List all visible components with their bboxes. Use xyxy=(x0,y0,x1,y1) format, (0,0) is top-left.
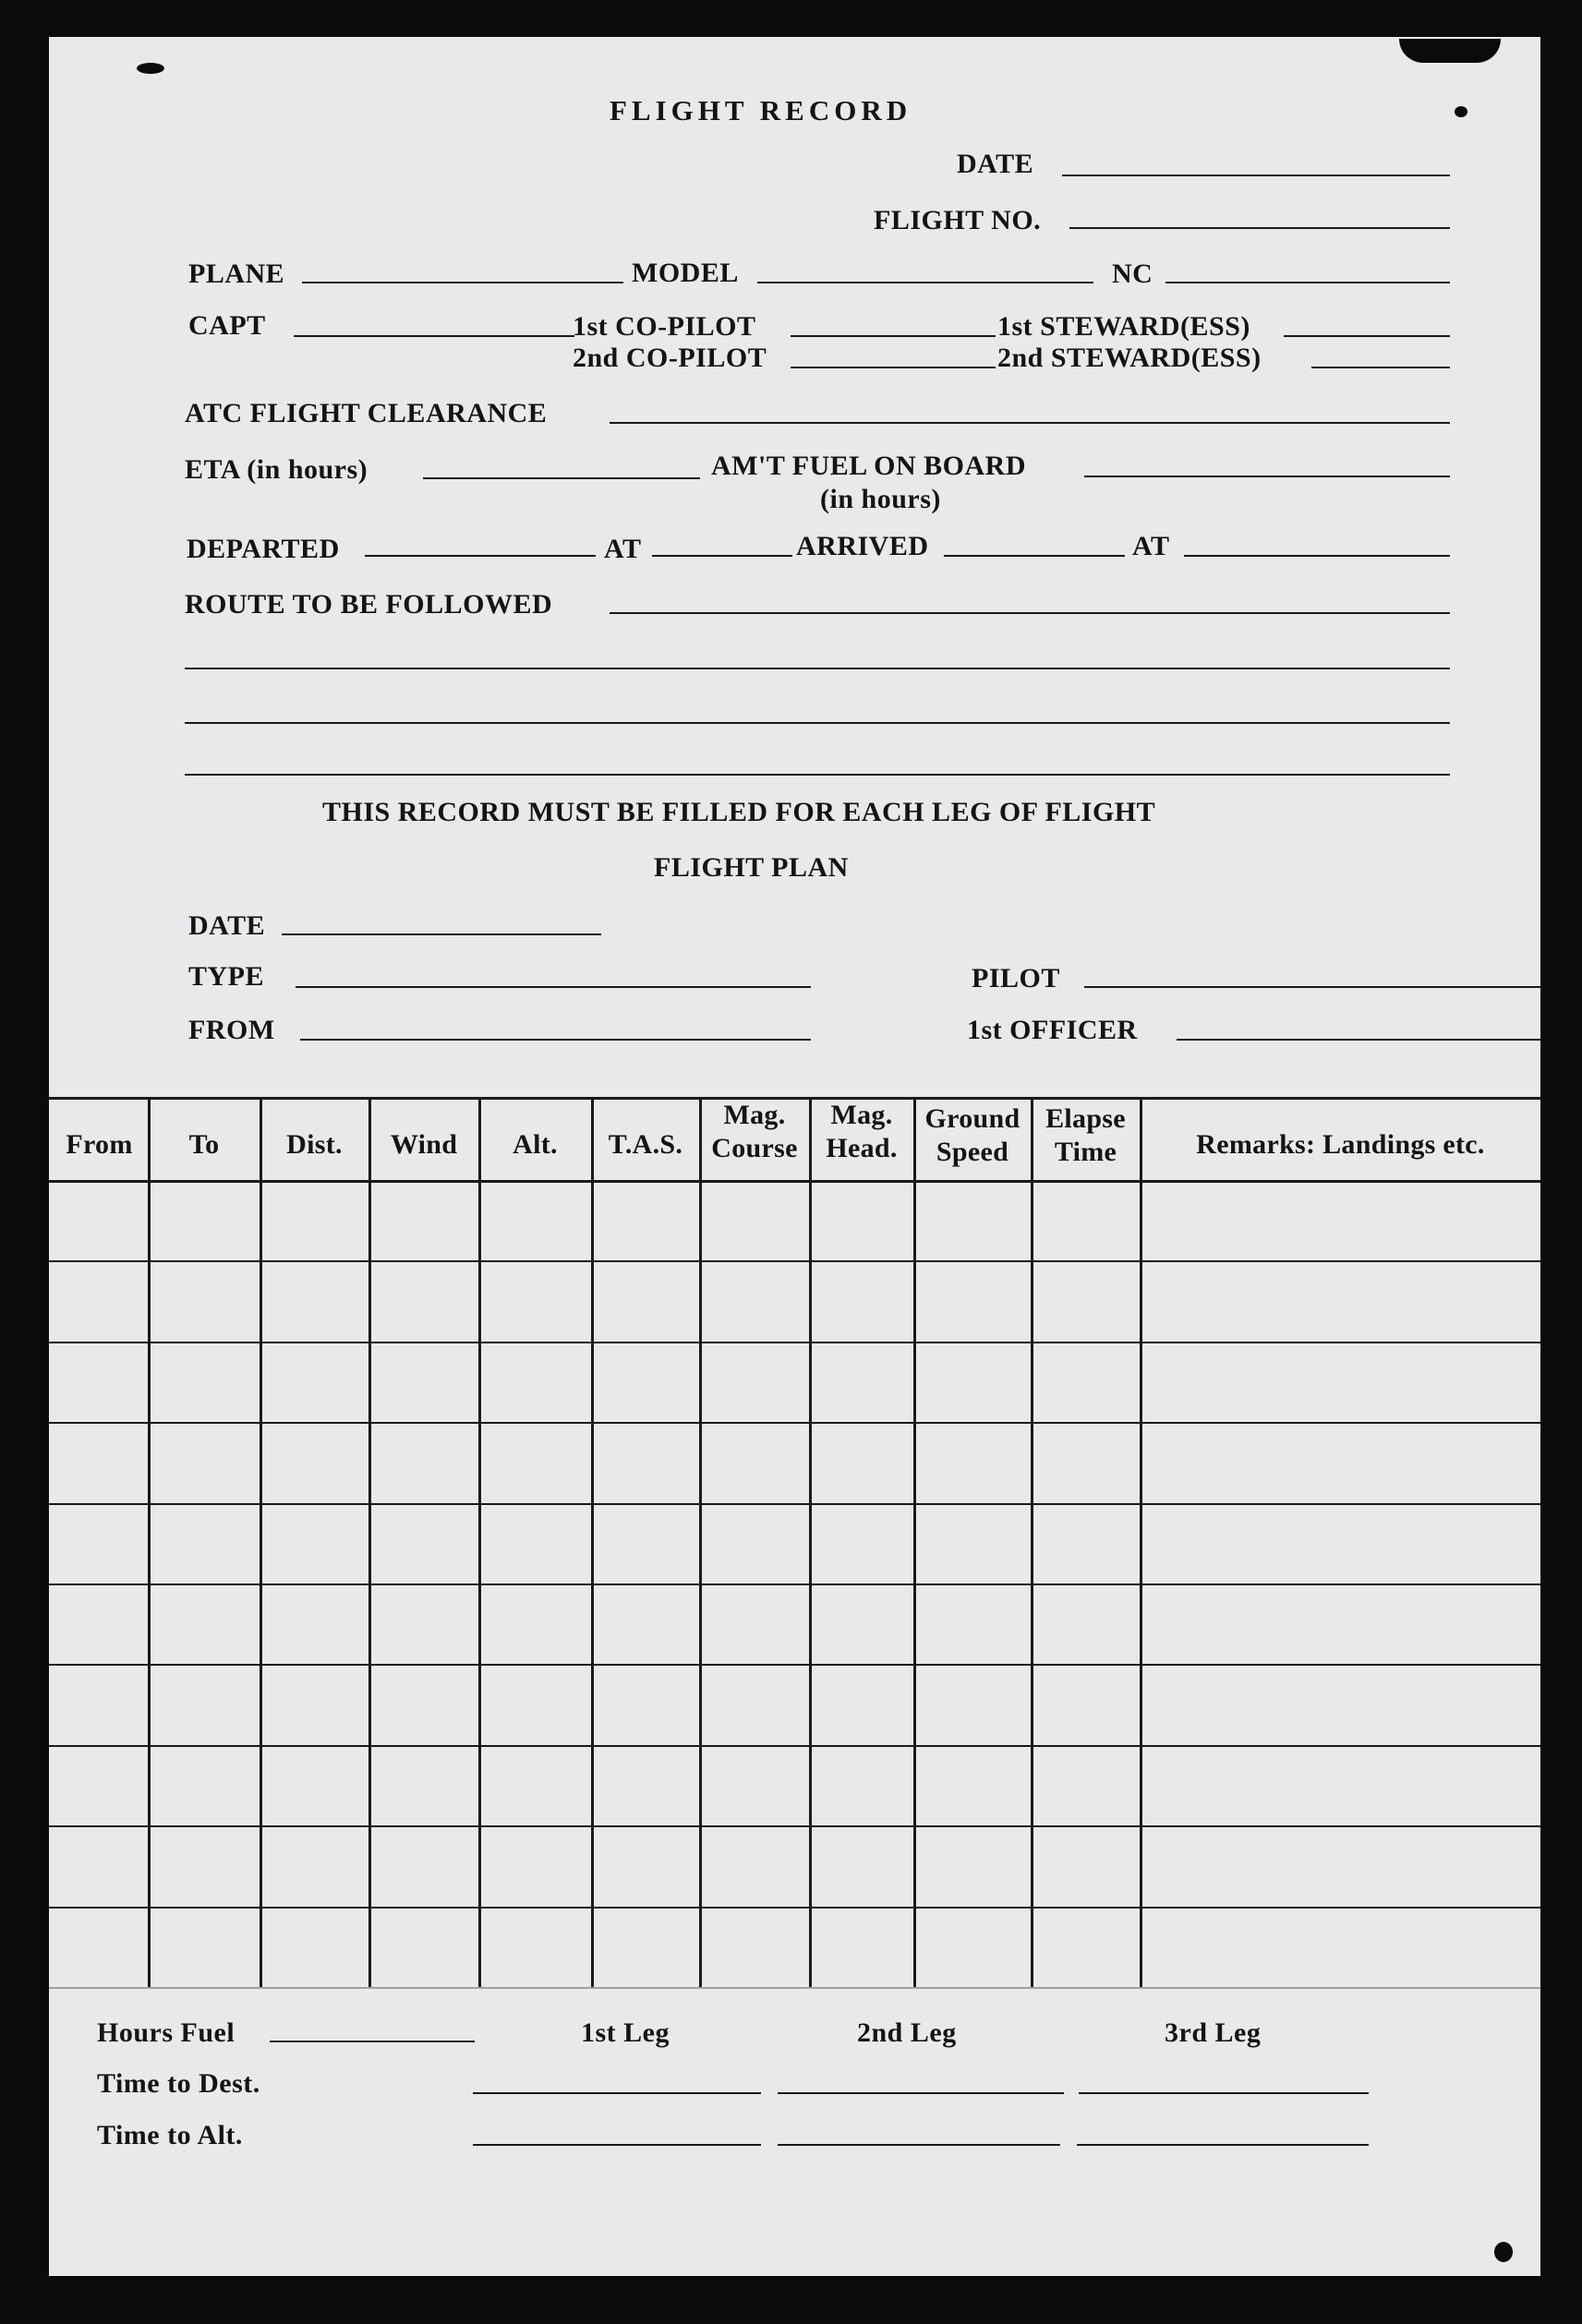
table-cell[interactable] xyxy=(148,1825,260,1906)
table-cell[interactable] xyxy=(913,1825,1031,1906)
notice-text: THIS RECORD MUST BE FILLED FOR EACH LEG OF FLIGHT xyxy=(322,797,1156,827)
steward-2-label: 2nd STEWARD(ESS) xyxy=(997,343,1262,373)
table-cell[interactable] xyxy=(1140,1342,1540,1422)
table-cell[interactable] xyxy=(809,1745,913,1825)
date-field[interactable] xyxy=(1062,175,1450,176)
table-cell[interactable] xyxy=(591,1664,699,1744)
time-to-alt-leg-2[interactable] xyxy=(778,2144,1060,2146)
table-cell[interactable] xyxy=(49,1503,148,1583)
table-row xyxy=(49,1583,1540,1664)
table-cell[interactable] xyxy=(699,1907,809,1987)
plane-field[interactable] xyxy=(302,282,623,283)
table-cell[interactable] xyxy=(699,1342,809,1422)
departed-field[interactable] xyxy=(365,555,596,557)
eta-field[interactable] xyxy=(423,477,700,479)
table-cell[interactable] xyxy=(478,1260,591,1341)
table-cell[interactable] xyxy=(809,1342,913,1422)
co-pilot-1-label: 1st CO-PILOT xyxy=(573,311,756,342)
table-cell[interactable] xyxy=(368,1664,478,1744)
table-cell[interactable] xyxy=(591,1583,699,1664)
table-cell[interactable] xyxy=(260,1342,368,1422)
table-cell[interactable] xyxy=(148,1260,260,1341)
steward-1-label: 1st STEWARD(ESS) xyxy=(997,311,1250,342)
table-cell[interactable] xyxy=(1140,1503,1540,1583)
table-cell[interactable] xyxy=(913,1180,1031,1260)
atc-label: ATC FLIGHT CLEARANCE xyxy=(185,398,548,428)
table-cell[interactable] xyxy=(809,1260,913,1341)
time-to-dest-leg-1[interactable] xyxy=(473,2092,761,2094)
route-label: ROUTE TO BE FOLLOWED xyxy=(185,589,553,620)
table-cell[interactable] xyxy=(699,1260,809,1341)
table-cell[interactable] xyxy=(809,1825,913,1906)
hours-fuel-label: Hours Fuel xyxy=(97,2017,235,2048)
time-to-alt-leg-3[interactable] xyxy=(1077,2144,1369,2146)
table-cell[interactable] xyxy=(1031,1503,1140,1583)
co-pilot-1-field[interactable] xyxy=(791,335,996,337)
table-cell[interactable] xyxy=(1031,1907,1140,1987)
capt-field[interactable] xyxy=(294,335,574,337)
arrived-field[interactable] xyxy=(944,555,1125,557)
model-label: MODEL xyxy=(632,258,739,288)
table-cell[interactable] xyxy=(913,1503,1031,1583)
fuel-sub-label: (in hours) xyxy=(820,484,941,514)
table-cell[interactable] xyxy=(1140,1583,1540,1664)
steward-2-field[interactable] xyxy=(1311,367,1450,368)
table-cell[interactable] xyxy=(478,1664,591,1744)
table-cell[interactable] xyxy=(591,1342,699,1422)
co-pilot-2-field[interactable] xyxy=(791,367,996,368)
table-cell[interactable] xyxy=(49,1907,148,1987)
table-cell[interactable] xyxy=(809,1503,913,1583)
eta-label: ETA (in hours) xyxy=(185,454,368,485)
date-label: DATE xyxy=(957,149,1034,179)
flight-no-field[interactable] xyxy=(1069,227,1450,229)
scan-speck xyxy=(1455,106,1467,117)
table-cell[interactable] xyxy=(1031,1260,1140,1341)
table-row xyxy=(49,1503,1540,1583)
scan-speck xyxy=(137,63,164,74)
at-label-2: AT xyxy=(1132,531,1170,561)
table-cell[interactable] xyxy=(591,1503,699,1583)
table-cell[interactable] xyxy=(478,1745,591,1825)
table-cell[interactable] xyxy=(591,1825,699,1906)
table-cell[interactable] xyxy=(260,1583,368,1664)
table-cell[interactable] xyxy=(368,1745,478,1825)
table-cell[interactable] xyxy=(148,1180,260,1260)
departed-label: DEPARTED xyxy=(187,534,340,564)
table-cell[interactable] xyxy=(1140,1422,1540,1502)
at-label-1: AT xyxy=(604,534,642,564)
table-cell[interactable] xyxy=(148,1342,260,1422)
table-cell[interactable] xyxy=(1140,1907,1540,1987)
table-row xyxy=(49,1664,1540,1744)
table-cell[interactable] xyxy=(148,1583,260,1664)
table-row xyxy=(49,1825,1540,1906)
table-row xyxy=(49,1342,1540,1422)
table-cell[interactable] xyxy=(49,1422,148,1502)
plan-from-field[interactable] xyxy=(300,1039,811,1041)
fuel-field[interactable] xyxy=(1084,476,1450,477)
table-cell[interactable] xyxy=(49,1745,148,1825)
table-cell[interactable] xyxy=(1140,1825,1540,1906)
table-cell[interactable] xyxy=(260,1503,368,1583)
atc-field[interactable] xyxy=(610,422,1450,424)
plan-title: FLIGHT PLAN xyxy=(654,852,849,883)
table-cell[interactable] xyxy=(809,1180,913,1260)
table-cell[interactable] xyxy=(148,1664,260,1744)
table-cell[interactable] xyxy=(260,1180,368,1260)
table-cell[interactable] xyxy=(148,1422,260,1502)
time-to-dest-leg-2[interactable] xyxy=(778,2092,1064,2094)
table-cell[interactable] xyxy=(368,1583,478,1664)
table-cell[interactable] xyxy=(1031,1342,1140,1422)
table-cell[interactable] xyxy=(1031,1664,1140,1744)
col-header-mag-head: Mag. Head. xyxy=(826,1100,898,1163)
table-cell[interactable] xyxy=(49,1664,148,1744)
arrived-at-field[interactable] xyxy=(1184,555,1450,557)
plan-from-label: FROM xyxy=(188,1015,275,1045)
model-field[interactable] xyxy=(757,282,1093,283)
table-cell[interactable] xyxy=(1031,1745,1140,1825)
table-cell[interactable] xyxy=(1031,1422,1140,1502)
table-row xyxy=(49,1422,1540,1502)
plan-date-field[interactable] xyxy=(282,933,601,935)
form-title: FLIGHT RECORD xyxy=(610,94,912,126)
col-header-tas: T.A.S. xyxy=(608,1129,683,1160)
table-cell[interactable] xyxy=(1140,1180,1540,1260)
table-cell[interactable] xyxy=(591,1180,699,1260)
flight-no-label: FLIGHT NO. xyxy=(874,205,1042,235)
table-cell[interactable] xyxy=(260,1907,368,1987)
arrived-label: ARRIVED xyxy=(796,531,929,561)
table-cell[interactable] xyxy=(591,1260,699,1341)
table-cell[interactable] xyxy=(699,1825,809,1906)
route-field-line-2[interactable] xyxy=(185,668,1450,669)
table-cell[interactable] xyxy=(913,1583,1031,1664)
plan-type-label: TYPE xyxy=(188,961,265,992)
leg-3-label: 3rd Leg xyxy=(1165,2017,1262,2048)
col-header-ground-speed: Ground Speed xyxy=(924,1103,1020,1167)
leg-2-label: 2nd Leg xyxy=(857,2017,957,2048)
table-cell[interactable] xyxy=(368,1180,478,1260)
table-cell[interactable] xyxy=(913,1260,1031,1341)
plan-pilot-label: PILOT xyxy=(972,963,1060,993)
col-header-elapse-time: Elapse Time xyxy=(1045,1103,1126,1167)
table-cell[interactable] xyxy=(478,1907,591,1987)
table-cell[interactable] xyxy=(49,1342,148,1422)
table-cell[interactable] xyxy=(809,1583,913,1664)
table-cell[interactable] xyxy=(368,1260,478,1341)
table-cell[interactable] xyxy=(49,1180,148,1260)
plan-date-label: DATE xyxy=(188,910,266,941)
table-cell[interactable] xyxy=(260,1422,368,1502)
table-cell[interactable] xyxy=(478,1180,591,1260)
table-cell[interactable] xyxy=(368,1825,478,1906)
fuel-label: AM'T FUEL ON BOARD xyxy=(711,451,1026,481)
table-cell[interactable] xyxy=(1031,1583,1140,1664)
route-field-line-1[interactable] xyxy=(610,612,1450,614)
table-cell[interactable] xyxy=(148,1745,260,1825)
table-cell[interactable] xyxy=(478,1503,591,1583)
capt-label: CAPT xyxy=(188,310,266,341)
table-cell[interactable] xyxy=(699,1422,809,1502)
table-cell[interactable] xyxy=(1031,1825,1140,1906)
time-to-alt-leg-1[interactable] xyxy=(473,2144,761,2146)
table-cell[interactable] xyxy=(368,1503,478,1583)
table-cell[interactable] xyxy=(699,1745,809,1825)
time-to-dest-leg-3[interactable] xyxy=(1079,2092,1369,2094)
table-bottom-rule xyxy=(49,1987,1540,1989)
table-row xyxy=(49,1260,1540,1341)
table-cell[interactable] xyxy=(260,1260,368,1341)
table-cell[interactable] xyxy=(1031,1180,1140,1260)
table-cell[interactable] xyxy=(368,1422,478,1502)
table-cell[interactable] xyxy=(591,1745,699,1825)
route-field-line-3[interactable] xyxy=(185,722,1450,724)
table-cell[interactable] xyxy=(699,1180,809,1260)
nc-label: NC xyxy=(1112,259,1153,289)
scan-speck xyxy=(1494,2242,1513,2262)
table-cell[interactable] xyxy=(913,1422,1031,1502)
col-header-mag-course: Mag. Course xyxy=(711,1100,798,1163)
nc-field[interactable] xyxy=(1165,282,1450,283)
table-row xyxy=(49,1180,1540,1260)
table-cell[interactable] xyxy=(49,1825,148,1906)
table-cell[interactable] xyxy=(913,1907,1031,1987)
scan-speck xyxy=(1399,39,1501,63)
table-cell[interactable] xyxy=(478,1825,591,1906)
table-cell[interactable] xyxy=(49,1260,148,1341)
col-header-to: To xyxy=(188,1129,220,1160)
route-field-line-4[interactable] xyxy=(185,774,1450,776)
table-cell[interactable] xyxy=(49,1583,148,1664)
table-cell[interactable] xyxy=(699,1664,809,1744)
time-to-dest-label: Time to Dest. xyxy=(97,2068,260,2099)
table-cell[interactable] xyxy=(478,1583,591,1664)
table-cell[interactable] xyxy=(478,1342,591,1422)
plane-label: PLANE xyxy=(188,259,285,289)
col-header-dist: Dist. xyxy=(286,1129,343,1160)
co-pilot-2-label: 2nd CO-PILOT xyxy=(573,343,767,373)
table-cell[interactable] xyxy=(913,1342,1031,1422)
col-header-wind: Wind xyxy=(390,1129,458,1160)
table-cell[interactable] xyxy=(913,1664,1031,1744)
table-cell[interactable] xyxy=(478,1422,591,1502)
time-to-alt-label: Time to Alt. xyxy=(97,2120,243,2150)
leg-1-label: 1st Leg xyxy=(581,2017,670,2048)
plan-officer-field[interactable] xyxy=(1177,1039,1540,1041)
table-cell[interactable] xyxy=(591,1907,699,1987)
table-cell[interactable] xyxy=(148,1907,260,1987)
col-header-from: From xyxy=(66,1129,133,1160)
table-cell[interactable] xyxy=(1140,1260,1540,1341)
steward-1-field[interactable] xyxy=(1284,335,1450,337)
table-cell[interactable] xyxy=(368,1907,478,1987)
col-header-remarks: Remarks: Landings etc. xyxy=(1196,1129,1485,1160)
hours-fuel-field[interactable] xyxy=(270,2041,475,2042)
plan-officer-label: 1st OFFICER xyxy=(967,1015,1138,1045)
col-header-alt: Alt. xyxy=(513,1129,558,1160)
table-cell[interactable] xyxy=(699,1583,809,1664)
table-cell[interactable] xyxy=(260,1825,368,1906)
table-row xyxy=(49,1907,1540,1987)
table-cell[interactable] xyxy=(809,1907,913,1987)
table-cell[interactable] xyxy=(591,1422,699,1502)
table-cell[interactable] xyxy=(699,1503,809,1583)
table-cell[interactable] xyxy=(1140,1664,1540,1744)
table-cell[interactable] xyxy=(148,1503,260,1583)
table-cell[interactable] xyxy=(260,1664,368,1744)
plan-pilot-field[interactable] xyxy=(1084,986,1540,988)
table-row xyxy=(49,1745,1540,1825)
table-cell[interactable] xyxy=(809,1664,913,1744)
table-cell[interactable] xyxy=(368,1342,478,1422)
table-cell[interactable] xyxy=(809,1422,913,1502)
table-cell[interactable] xyxy=(913,1745,1031,1825)
table-cell[interactable] xyxy=(1140,1745,1540,1825)
table-cell[interactable] xyxy=(260,1745,368,1825)
plan-type-field[interactable] xyxy=(296,986,811,988)
departed-at-field[interactable] xyxy=(652,555,792,557)
